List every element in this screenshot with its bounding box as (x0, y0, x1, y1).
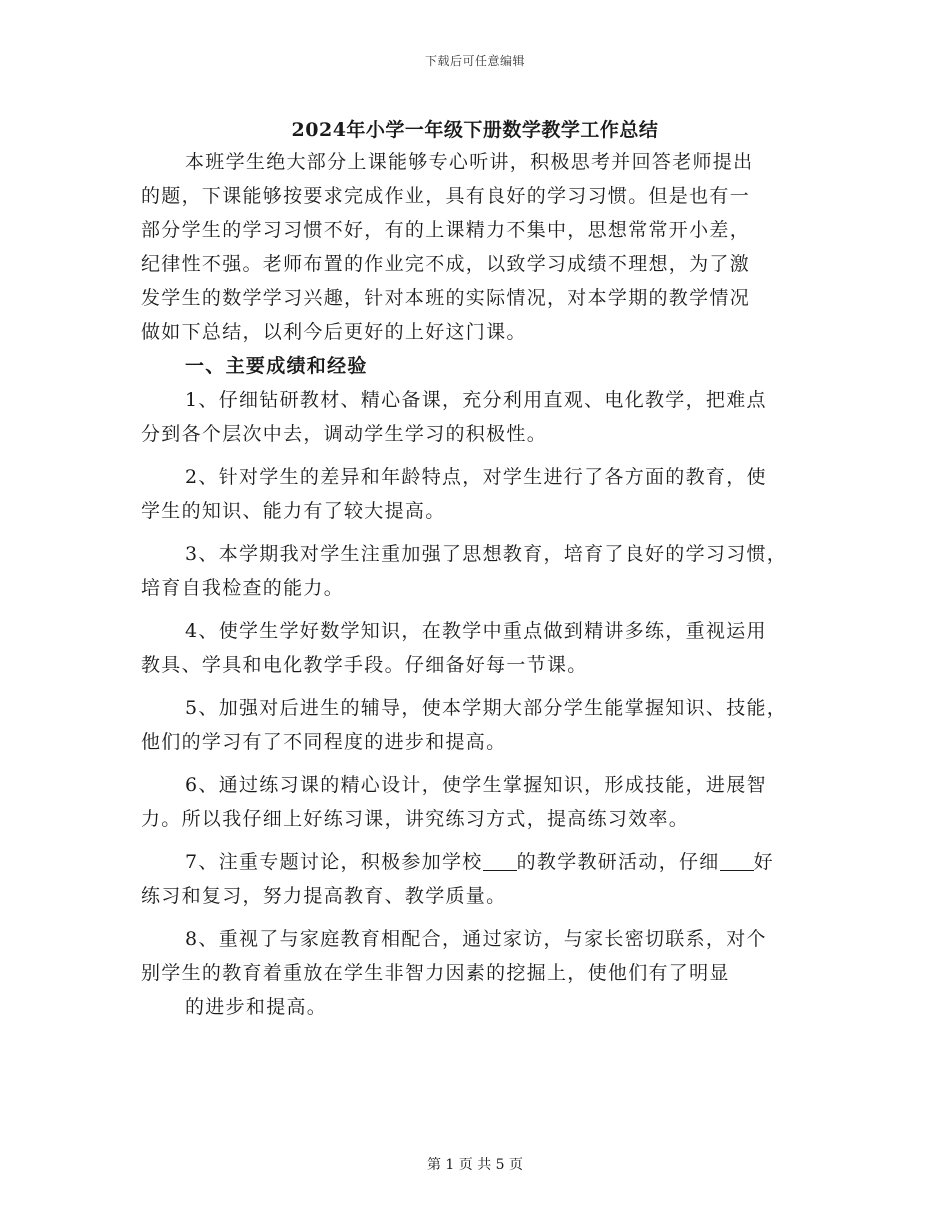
fill-in-blank (720, 850, 754, 871)
intro-line: 发学生的数学学习兴趣，针对本班的实际情况，对本学期的教学情况 (141, 287, 751, 309)
item7-part1: 7、注重专题讨论，积极参加学校 (185, 851, 483, 873)
item-line: 学生的知识、能力有了较大提高。 (141, 500, 446, 522)
section-heading: 一、主要成绩和经验 (185, 355, 368, 377)
page-footer: 第 1 页 共 5 页 (426, 1157, 524, 1173)
intro-line: 本班学生绝大部分上课能够专心听讲，积极思考并回答老师提出 (185, 151, 754, 173)
item-line: 4、使学生学好数学知识，在教学中重点做到精讲多练，重视运用 (185, 620, 767, 642)
intro-line: 做如下总结，以利今后更好的上好这门课。 (141, 321, 527, 343)
item-line: 2、针对学生的差异和年龄特点，对学生进行了各方面的教育，使 (185, 466, 767, 488)
header-note: 下载后可任意编辑 (424, 54, 525, 68)
item-line: 别学生的教育着重放在学生非智力因素的挖掘上，使他们有了明显 (141, 962, 730, 984)
item-line: 练习和复习，努力提高教育、教学质量。 (141, 885, 507, 907)
item-line: 培育自我检查的能力。 (141, 577, 345, 599)
item7-part3: 好 (753, 851, 774, 873)
item-line: 的进步和提高。 (185, 996, 328, 1018)
item-line: 他们的学习有了不同程度的进步和提高。 (141, 731, 507, 753)
document-body (141, 145, 813, 1024)
item7-part2: 的教学教研活动，仔细 (516, 851, 720, 873)
item-line: 3、本学期我对学生注重加强了思想教育，培育了良好的学习习惯， (185, 543, 788, 565)
document-title: 2024年小学一年级下册数学教学工作总结 (291, 119, 659, 141)
intro-line: 的题，下课能够按要求完成作业，具有良好的学习习惯。但是也有一 (141, 185, 751, 207)
item-line: 1、仔细钻研教材、精心备课，充分利用直观、电化教学，把难点 (185, 389, 767, 411)
item-line: 8、重视了与家庭教育相配合，通过家访，与家长密切联系，对个 (185, 928, 767, 950)
item-line (141, 845, 813, 879)
intro-line: 纪律性不强。老师布置的作业完不成，以致学习成绩不理想，为了激 (141, 253, 751, 275)
item-line: 6、通过练习课的精心设计，使学生掌握知识，形成技能，进展智 (185, 774, 767, 796)
item-line: 教具、学具和电化教学手段。仔细备好每一节课。 (141, 654, 588, 676)
fill-in-blank (483, 850, 517, 871)
item-line: 分到各个层次中去，调动学生学习的积极性。 (141, 423, 548, 445)
item-line: 力。所以我仔细上好练习课，讲究练习方式，提高练习效率。 (141, 808, 690, 830)
intro-line: 部分学生的学习习惯不好，有的上课精力不集中，思想常常开小差， (141, 219, 751, 241)
item-line: 5、加强对后进生的辅导，使本学期大部分学生能掌握知识、技能， (185, 697, 788, 719)
